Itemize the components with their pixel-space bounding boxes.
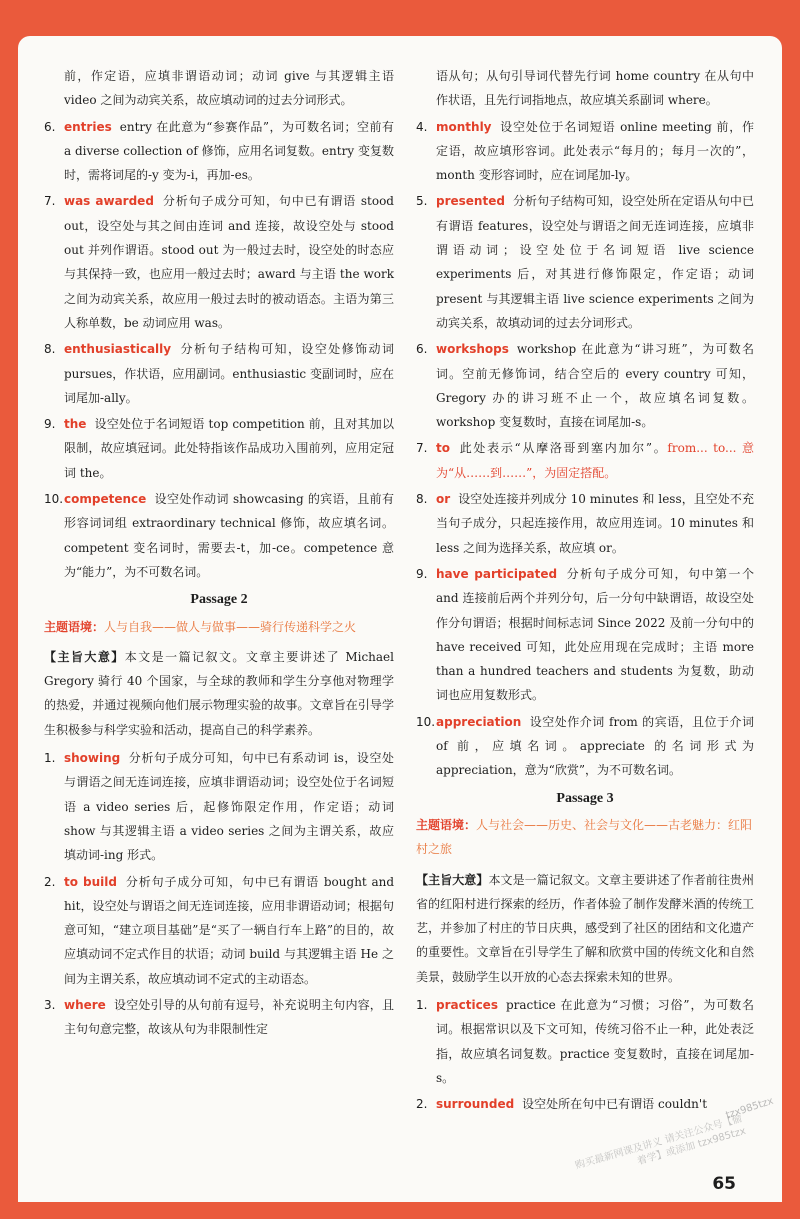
continued-explanation: 语从句；从句引导词代替先行词 home country 在从句中作状语，且先行词指地点，故应填关系副词 where。 (436, 69, 754, 108)
item-number: 6. (44, 119, 56, 134)
answer-word: entries (64, 119, 112, 134)
item-number: 3. (44, 997, 56, 1012)
answer-word: have participated (436, 566, 558, 581)
answer-explanation: 分析句子成分可知，句中已有谓语 stood out，设空处与其之间由连词 and 连接，故设空处与 stood out 并列作谓语。stood out 为一般过去时，设空处的时态应与其保持一致，也应用一般过去时；award 与主语 the work 之间为动宾关系，故应用一般过去时的被动语态。主语为第三人称单数，be 动词应用 was。 (64, 194, 394, 330)
answer-word: surrounded (436, 1097, 515, 1112)
theme-label: 主题语境： (44, 619, 105, 634)
main-idea-label: 【主旨大意】 (44, 649, 125, 664)
answer-item (416, 436, 754, 485)
answer-item (416, 337, 754, 434)
continued-explanation: 前，作定语，应填非谓语动词；动词 give 与其逻辑主语 video 之间为动宾关系，故应填动词的过去分词形式。 (64, 69, 394, 108)
answer-word: competence (64, 492, 147, 507)
passage1-answers (44, 115, 394, 585)
theme-value: 人与自我——做人与做事——骑行传递科学之火 (104, 619, 357, 634)
answer-item (44, 412, 394, 485)
answer-item (44, 870, 394, 991)
answer-item (416, 993, 754, 1090)
answer-explanation: practice 在此意为“习惯；习俗”，为可数名词。根据常识以及下文可知，传统习俗不止一种，此处表泛指，故应填名词复数。practice 变复数时，直接在词尾加-s。 (436, 997, 754, 1085)
item-number: 2. (416, 1097, 428, 1112)
answer-explanation: 分析句子成分可知，句中已有系动词 is，设空处与谓语之间无连词连接，应填非谓语动词；设空处位于名词短语 a video series 后，起修饰限定作用，作定语；动词 show 与其逻辑主语 a video series 之间为主谓关系，故应填动词-ing 形式。 (64, 751, 394, 863)
answer-explanation: entry 在此意为“参赛作品”，为可数名词；空前有 a diverse collection of 修饰，应用名词复数。entry 变复数时，需将词尾的-y 变为-i，再加-es。 (64, 119, 394, 183)
answer-word: where (64, 997, 106, 1012)
passage3-answers (416, 993, 754, 1116)
passage-title: Passage 2 (190, 592, 248, 608)
item-number: 7. (416, 441, 428, 456)
answer-word: practices (436, 997, 498, 1012)
answer-item (416, 1092, 754, 1116)
answer-explanation: workshop 在此意为“讲习班”，为可数名词。空前无修饰词，结合空后的 every country 可知，Gregory 办的讲习班不止一个，故应填名词复数。workshop 变复数时，直接在词尾加-s。 (436, 342, 754, 430)
item-number: 8. (416, 492, 428, 507)
answer-item (44, 189, 394, 335)
answer-word: to build (64, 874, 117, 889)
item-number: 9. (416, 566, 428, 581)
answer-word: was awarded (64, 194, 154, 209)
answer-word: the (64, 417, 87, 432)
answer-explanation: 设空处作介词 from 的宾语，且位于介词 of 前，应填名词。appreciate 的名词形式为 appreciation，意为“欣赏”，为不可数名词。 (436, 714, 754, 778)
left-column (44, 64, 394, 1044)
answer-item (416, 189, 754, 335)
answer-explanation: 设空处所在句中已有谓语 couldn't (522, 1097, 708, 1112)
right-column (416, 64, 754, 1118)
item-number: 2. (44, 874, 56, 889)
answer-explanation: 设空处位于名词短语 online meeting 前，作定语，故应填形容词。此处表示“每月的；每月一次的”，month 变形容词时，应在词尾加-ly。 (436, 119, 754, 183)
item-number: 5. (416, 194, 428, 209)
theme-label: 主题语境： (416, 817, 477, 832)
answer-item (44, 993, 394, 1042)
theme-value: 人与社会——历史、社会与文化——古老魅力：红阳村之旅 (416, 817, 753, 857)
item-number: 4. (416, 119, 428, 134)
answer-word: appreciation (436, 714, 522, 729)
passage-title: Passage 3 (556, 790, 614, 806)
item-number: 6. (416, 342, 428, 357)
answer-word: enthusiastically (64, 342, 172, 357)
main-idea-label: 【主旨大意】 (416, 872, 489, 887)
answer-explanation: 分析句子结构可知，设空处所在定语从句中已有谓语 features，设空处与谓语之间无连词连接，应填非谓语动词；设空处位于名词短语 live science experiments 后，对其进行修饰限定，作定语；动词 present 与其逻辑主语 live science experiments 之间为动宾关系，故填动词的过去分词形式。 (436, 194, 754, 330)
item-number: 10. (416, 714, 436, 729)
document-page (18, 36, 782, 1202)
main-idea-text: 本文是一篇记叙文。文章主要讲述了 Michael Gregory 骑行 40 个国家，与全球的教师和学生分享他对物理学的热爱，并通过视频向他们展示物理实验的故事。文章旨在引导学生积极参与科学实验和活动，提高自己的科学素养。 (44, 649, 394, 737)
answer-explanation: 分析句子成分可知，句中第一个 and 连接前后两个并列分句，后一分句中缺谓语，故设空处作分句谓语；根据时间标志词 Since 2022 及前一分句中的 have received 可知，此处应用现在完成时；主语 more than a hundred teachers and students 为复数，助动词也应用复数形式。 (436, 566, 754, 703)
item-number: 8. (44, 342, 56, 357)
page-top-band (0, 0, 800, 36)
answer-word: to (436, 441, 450, 456)
answer-item (44, 746, 394, 867)
item-number: 9. (44, 417, 56, 432)
answer-item (416, 562, 754, 708)
main-idea-text: 本文是一篇记叙文。文章主要讲述了作者前往贵州省的红阳村进行探索的经历，作者体验了制作发酵米酒的传统工艺，并参加了村庄的节日庆典，感受到了社区的团结和文化遗产的重要性。文章旨在引导学生了解和欣赏中国的传统文化和自然美景，鼓励学生以开放的心态去探索未知的世界。 (416, 872, 754, 984)
answer-word: workshops (436, 342, 509, 357)
answer-item (44, 115, 394, 188)
answer-explanation: 此处表示“从摩洛哥到塞内加尔”。 (457, 441, 668, 456)
answer-explanation: 分析句子结构可知，设空处修饰动词 pursues，作状语，应用副词。enthusiastic 变副词时，应在词尾加-ally。 (64, 342, 394, 405)
main-idea (44, 645, 394, 742)
answer-explanation: 设空处作动词 showcasing 的宾语，且前有形容词词组 extraordinary technical 修饰，故应填名词。competent 变名词时，需要去-t，加-ce。competence 意为“能力”，为不可数名词。 (64, 492, 394, 579)
answer-item (44, 337, 394, 410)
watermark: 购买最新网课及讲义 请关注公众号【偷着学】或添加 tzx985tzx (574, 1113, 748, 1172)
answer-item (416, 115, 754, 188)
answer-item (416, 710, 754, 783)
item-number: 1. (44, 751, 56, 766)
answer-explanation: 分析句子成分可知，句中已有谓语 bought and hit，设空处与谓语之间无连词连接，应用非谓语动词；根据句意可知，“建立项目基础”是“买了一辆自行车上路”的目的，故应填动词不定式作目的状语；动词 build 与其逻辑主语 He 之间为主谓关系，故应填动词不定式的主动语态。 (64, 874, 395, 986)
answer-explanation: 设空处引导的从句前有逗号，补充说明主句内容，且主句句意完整，故该从句为非限制性定 (64, 997, 394, 1037)
passage2-answers-continued (416, 115, 754, 783)
item-number: 7. (44, 194, 56, 209)
answer-word: presented (436, 194, 505, 209)
page-number: 65 (712, 1174, 736, 1194)
item-number: 1. (416, 997, 428, 1012)
answer-item (416, 487, 754, 560)
main-idea (416, 868, 754, 989)
answer-explanation: 设空处连接并列成分 10 minutes 和 less，且空处不充当句子成分，只起连接作用，故应用连词。10 minutes 和 less 之间为选择关系，故应填 or。 (436, 492, 754, 555)
passage2-answers (44, 746, 394, 1042)
answer-word: monthly (436, 119, 492, 134)
answer-word: showing (64, 751, 121, 766)
theme-context (416, 813, 754, 862)
theme-context (44, 615, 394, 639)
answer-word: or (436, 492, 451, 507)
answer-item (44, 487, 394, 584)
answer-note: from... to... 意为“从……到……”，为固定搭配。 (436, 441, 754, 480)
answer-explanation: 设空处位于名词短语 top competition 前，且对其加以限制，故应填冠词。此处特指该作品成功入围前列，应用定冠词 the。 (64, 417, 394, 480)
watermark-code: tzx985tzx (724, 1095, 775, 1122)
item-number: 10. (44, 492, 64, 507)
